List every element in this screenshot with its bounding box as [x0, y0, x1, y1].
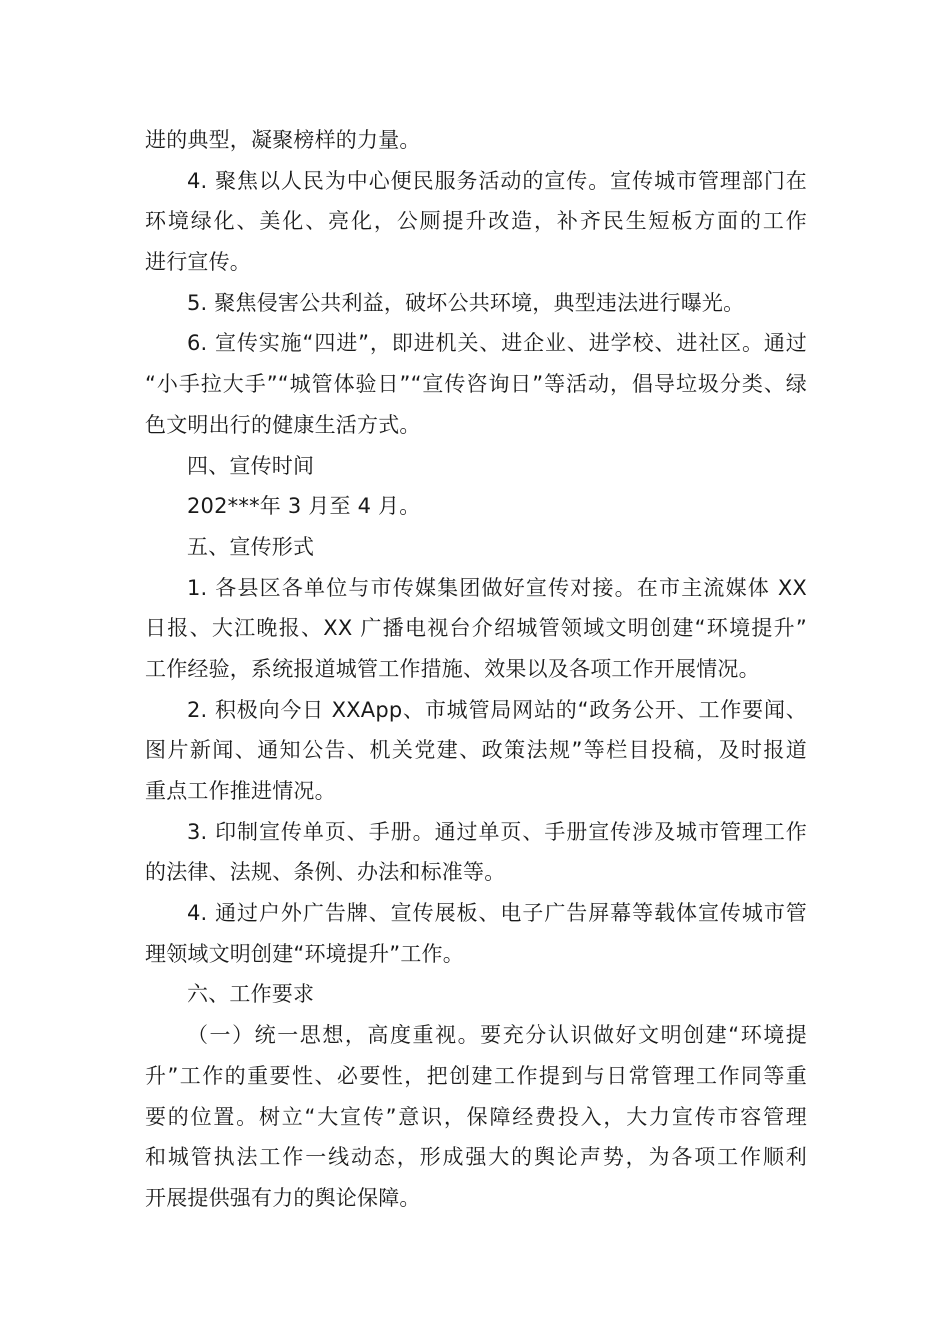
text-line: 3. 印制宣传单页、手册。通过单页、手册宣传涉及城市管理工作	[187, 819, 807, 844]
text-line: 开展提供强有力的舆论保障。	[145, 1185, 421, 1210]
text-line: 6. 宣传实施“四进”，即进机关、进企业、进学校、进社区。通过	[187, 331, 807, 356]
text-line: 和城管执法工作一线动态，形成强大的舆论声势，为各项工作顺利	[145, 1145, 807, 1170]
text-line: 要的位置。树立“大宣传”意识，保障经费投入，大力宣传市容管理	[145, 1104, 807, 1129]
text-line: 工作经验，系统报道城管工作措施、效果以及各项工作开展情况。	[145, 656, 760, 681]
text-line: 2. 积极向今日 XXApp、市城管局网站的“政务公开、工作要闻、	[187, 697, 807, 722]
text-line: 六、工作要求	[187, 982, 315, 1007]
text-line: 五、宣传形式	[187, 534, 315, 559]
text-line: 理领域文明创建“环境提升”工作。	[145, 941, 464, 966]
text-line: （一）统一思想，高度重视。要充分认识做好文明创建“环境提	[187, 1023, 807, 1048]
text-line: 4. 聚焦以人民为中心便民服务活动的宣传。宣传城市管理部门在	[187, 168, 807, 193]
text-line: 环境绿化、美化、亮化，公厕提升改造，补齐民生短板方面的工作	[145, 209, 807, 234]
text-line: 色文明出行的健康生活方式。	[145, 412, 421, 437]
text-line: 四、宣传时间	[187, 453, 315, 478]
text-line: 4. 通过户外广告牌、宣传展板、电子广告屏幕等载体宣传城市管	[187, 901, 807, 926]
text-line: 升”工作的重要性、必要性，把创建工作提到与日常管理工作同等重	[145, 1063, 807, 1088]
text-line: 日报、大江晚报、XX 广播电视台介绍城管领域文明创建“环境提升”	[145, 616, 807, 641]
text-line: 202***年 3 月至 4 月。	[187, 494, 421, 519]
text-line: 重点工作推进情况。	[145, 779, 336, 803]
text-line: 图片新闻、通知公告、机关党建、政策法规”等栏目投稿，及时报道	[145, 738, 807, 763]
text-line: “小手拉大手”“城管体验日”“宣传咨询日”等活动，倡导垃圾分类、绿	[145, 372, 807, 397]
text-line: 1. 各县区各单位与市传媒集团做好宣传对接。在市主流媒体 XX	[187, 575, 807, 600]
text-line: 的法律、法规、条例、办法和标准等。	[145, 860, 506, 885]
text-line: 进的典型，凝聚榜样的力量。	[145, 128, 421, 152]
document-body	[145, 120, 807, 1219]
text-line: 5. 聚焦侵害公共利益，破坏公共环境，典型违法进行曝光。	[187, 290, 745, 315]
text-line: 进行宣传。	[145, 250, 251, 275]
